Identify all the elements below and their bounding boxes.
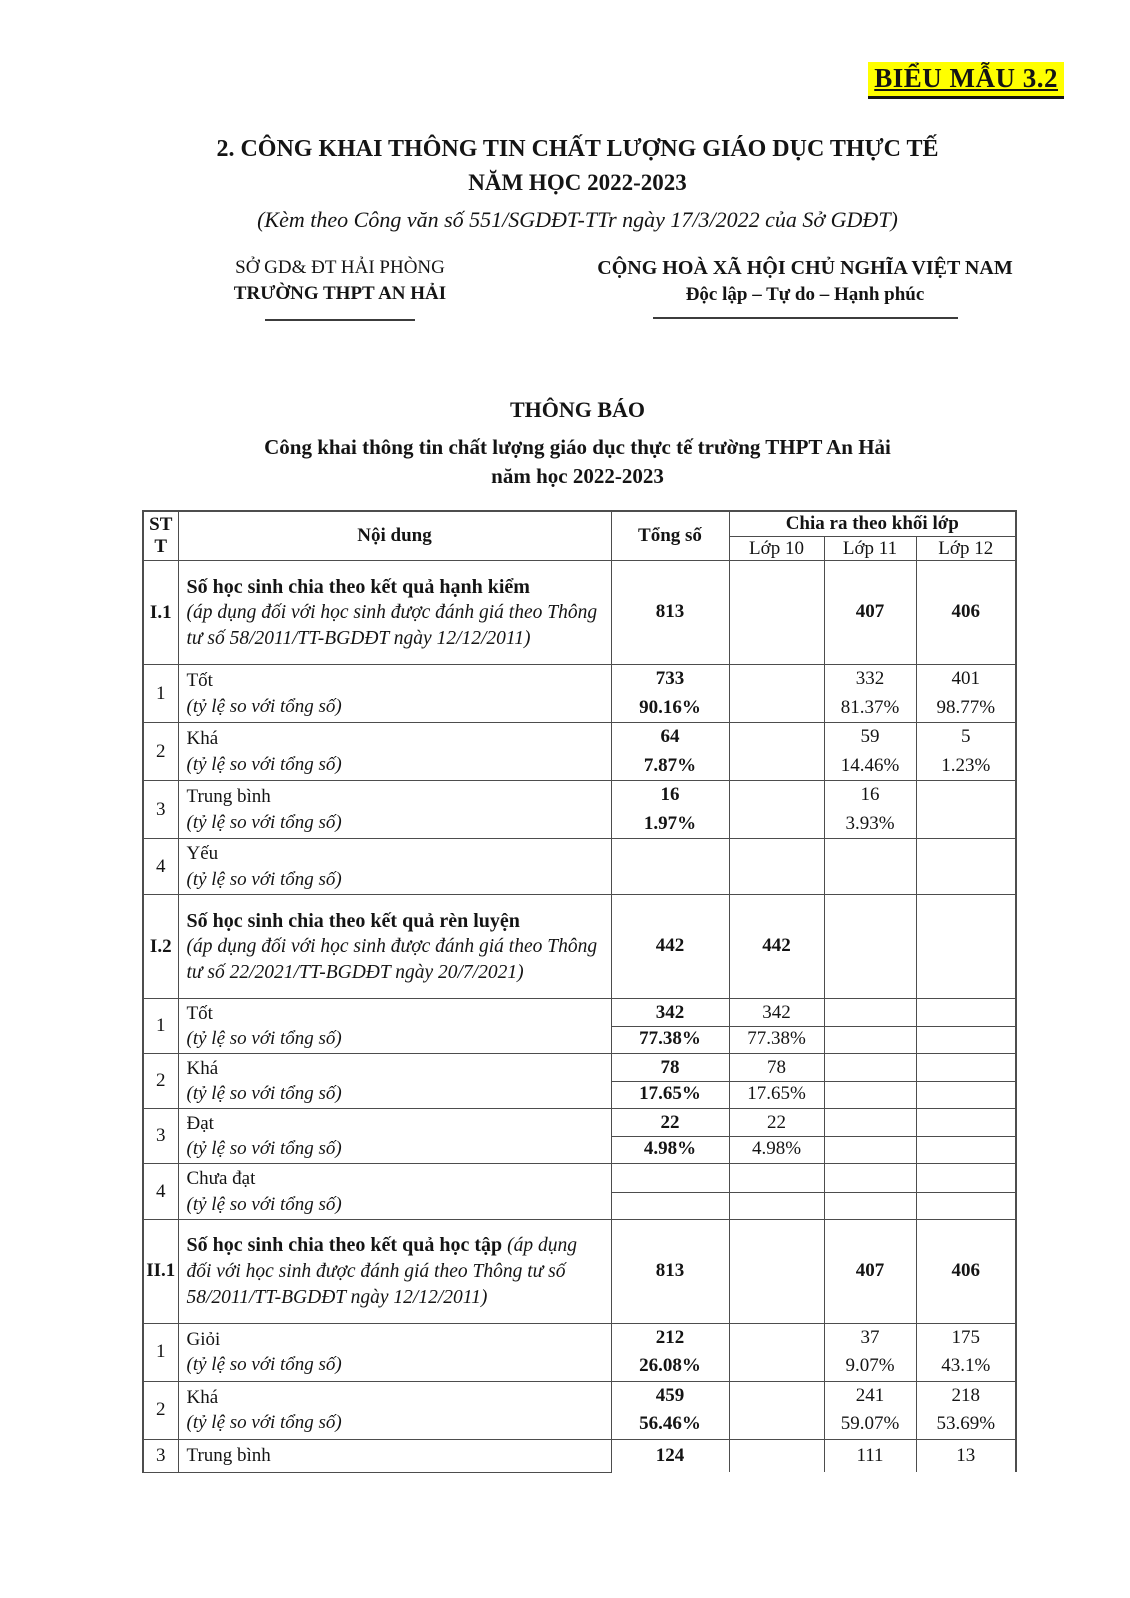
value-count: 733: [655, 668, 685, 689]
document-title-block: [140, 136, 1015, 233]
value-count: [825, 1166, 916, 1192]
row-sublabel: (tỷ lệ so với tổng số): [186, 1412, 342, 1434]
value-percent: [825, 1136, 916, 1162]
value-cell-l10: [729, 561, 824, 665]
stt-cell: 1: [143, 999, 178, 1054]
value-percent: [917, 1081, 1016, 1107]
row-label: Khá: [186, 1387, 219, 1409]
value-cell-l10: [729, 1381, 824, 1439]
letterhead: [140, 257, 1015, 363]
value-cell-l10: [729, 999, 824, 1054]
stt-cell: 1: [143, 1323, 178, 1381]
section-label-note: (áp dụng đối với học sinh được đánh giá theo Thông tư số 58/2011/TT-BGDĐT ngày 12/12/2011): [186, 602, 598, 650]
table-row: [143, 1054, 1016, 1109]
value-cell-tong: 813: [611, 1219, 729, 1323]
value-cell-l11: 407: [824, 1219, 916, 1323]
value-count: 22: [660, 1111, 680, 1133]
content-cell: [178, 839, 611, 895]
col-header-lop-11: Lớp 11: [824, 537, 916, 561]
value-cell-l11: [824, 665, 916, 723]
document-reference-note: (Kèm theo Công văn số 551/SGDĐT-TTr ngày 17/3/2022 của Sở GDĐT): [257, 207, 898, 232]
value-count: 64: [660, 726, 680, 747]
col-header-tong-so: Tổng số: [611, 511, 729, 561]
value-cell-l10: [729, 723, 824, 781]
content-cell: [178, 723, 611, 781]
value-cell-tong: [611, 723, 729, 781]
value-cell-l12: [916, 895, 1016, 999]
section-label-bold: Số học sinh chia theo kết quả học tập: [186, 1234, 508, 1257]
value-cell-tong: [611, 781, 729, 839]
value-count: 37: [860, 1326, 880, 1348]
table-row: [143, 781, 1016, 839]
row-label: Tốt: [186, 1003, 213, 1024]
value-percent: 9.07%: [845, 1355, 895, 1377]
value-cell-l10: [729, 1219, 824, 1323]
value-count: [917, 1110, 1016, 1136]
document-school-year: NĂM HỌC 2022-2023: [468, 170, 687, 195]
row-sublabel: (tỷ lệ so với tổng số): [186, 1193, 342, 1215]
row-label: Giỏi: [186, 1329, 221, 1351]
school-name: TRƯỜNG THPT AN HẢI: [233, 283, 447, 304]
value-cell-l11: [824, 1164, 916, 1219]
value-percent: 17.65%: [730, 1081, 824, 1107]
value-percent: 53.69%: [936, 1413, 996, 1435]
value-cell-l12: [916, 781, 1016, 839]
content-cell: [178, 1323, 611, 1381]
value-cell-l12: [916, 723, 1016, 781]
stt-cell: I.2: [143, 895, 178, 999]
value-cell-tong: [611, 665, 729, 723]
value-cell-tong: [611, 1323, 729, 1381]
row-sublabel: (tỷ lệ so với tổng số): [186, 811, 342, 833]
col-header-stt: [143, 511, 178, 561]
value-percent: 90.16%: [639, 696, 701, 718]
value-percent: [825, 1026, 916, 1052]
stt-cell: 2: [143, 1381, 178, 1439]
row-label: Yếu: [186, 843, 219, 865]
value-percent: [917, 1136, 1016, 1162]
col-header-chia-ra: Chia ra theo khối lớp: [729, 511, 1016, 537]
value-count: 16: [660, 784, 680, 805]
value-percent: [612, 1192, 729, 1218]
value-cell-l11: [824, 1109, 916, 1164]
value-cell-l10: 442: [729, 895, 824, 999]
value-percent: 81.37%: [840, 696, 900, 718]
table-header: [143, 511, 1016, 561]
value-percent: 1.23%: [941, 754, 991, 776]
value-cell-l10: [729, 1164, 824, 1219]
value-cell-tong: [611, 1164, 729, 1219]
value-cell-l12: [916, 1323, 1016, 1381]
row-label: Đạt: [186, 1113, 214, 1135]
table-row: [143, 561, 1016, 665]
table-row: [143, 665, 1016, 723]
value-count: 59: [860, 726, 880, 747]
value-percent: 77.38%: [730, 1026, 824, 1052]
letterhead-left-rule: [265, 319, 415, 321]
table-row: [143, 723, 1016, 781]
value-cell-tong: 124: [611, 1439, 729, 1472]
value-percent: 17.65%: [612, 1081, 729, 1107]
value-count: [612, 1166, 729, 1192]
value-percent: 98.77%: [936, 696, 996, 718]
row-label: Khá: [186, 1058, 219, 1080]
value-count: 401: [951, 668, 980, 689]
notice-heading: THÔNG BÁO: [509, 397, 646, 422]
value-cell-tong: [611, 999, 729, 1054]
table-row: [143, 1164, 1016, 1219]
national-motto: Độc lập – Tự do – Hạnh phúc: [685, 284, 925, 305]
value-percent: [825, 1081, 916, 1107]
value-count: [917, 1055, 1016, 1081]
value-cell-l11: [824, 1054, 916, 1109]
value-cell-tong: [611, 1381, 729, 1439]
row-sublabel: (tỷ lệ so với tổng số): [186, 695, 342, 717]
row-label: Trung bình: [186, 786, 271, 808]
stt-cell: 3: [143, 1439, 178, 1472]
value-percent: 4.98%: [730, 1136, 824, 1162]
col-header-stt-line1: ST: [149, 514, 173, 535]
content-cell: [178, 1219, 611, 1323]
table-header-row-1: [143, 511, 1016, 537]
content-cell: [178, 895, 611, 999]
value-cell-tong: 442: [611, 895, 729, 999]
value-cell-l11: 111: [824, 1439, 916, 1472]
value-percent: 1.97%: [643, 812, 697, 834]
value-cell-l12: [916, 999, 1016, 1054]
section-label-bold: Số học sinh chia theo kết quả rèn luyện: [186, 909, 520, 932]
table-row: [143, 1219, 1016, 1323]
stt-cell: 3: [143, 1109, 178, 1164]
letterhead-right-rule: [653, 317, 958, 319]
value-cell-l11: [824, 1323, 916, 1381]
department-name: SỞ GD& ĐT HẢI PHÒNG: [235, 257, 445, 278]
value-count: 5: [961, 726, 971, 747]
value-cell-l10: [729, 839, 824, 895]
value-percent: 14.46%: [840, 754, 900, 776]
stt-cell: 4: [143, 839, 178, 895]
value-cell-l12: [916, 1381, 1016, 1439]
content-cell: [178, 1109, 611, 1164]
value-cell-l12: [916, 1109, 1016, 1164]
value-percent: 3.93%: [845, 812, 895, 834]
value-cell-tong: [611, 1054, 729, 1109]
value-cell-l12: [916, 1054, 1016, 1109]
value-percent: 56.46%: [639, 1413, 701, 1435]
row-sublabel: (tỷ lệ so với tổng số): [186, 1138, 342, 1160]
value-count: 459: [655, 1384, 685, 1406]
value-cell-l11: [824, 999, 916, 1054]
row-sublabel: (tỷ lệ so với tổng số): [186, 1083, 342, 1105]
table-row: [143, 999, 1016, 1054]
row-sublabel: (tỷ lệ so với tổng số): [186, 753, 342, 775]
value-cell-l11: [824, 895, 916, 999]
value-count: [730, 1166, 824, 1192]
notice-subtitle: Công khai thông tin chất lượng giáo dục thực tế trường THPT An Hải: [264, 435, 891, 459]
value-percent: [825, 1192, 916, 1218]
value-cell-l10: [729, 1439, 824, 1472]
value-cell-l10: [729, 665, 824, 723]
value-cell-l12: [916, 665, 1016, 723]
value-percent: [917, 1192, 1016, 1218]
col-header-lop-10: Lớp 10: [729, 537, 824, 561]
value-count: 342: [655, 1001, 685, 1023]
value-cell-l11: [824, 723, 916, 781]
stt-cell: 4: [143, 1164, 178, 1219]
table-row: [143, 839, 1016, 895]
notice-block: [140, 397, 1015, 489]
content-cell: [178, 1164, 611, 1219]
content-cell: [178, 1381, 611, 1439]
section-label-note: (áp dụng đối với học sinh được đánh giá theo Thông tư số 58/2011/TT-BGDĐT ngày 12/12/2011): [186, 1235, 577, 1309]
value-percent: [730, 1192, 824, 1218]
content-cell: [178, 561, 611, 665]
col-header-noi-dung: Nội dung: [178, 511, 611, 561]
table-row: [143, 895, 1016, 999]
value-count: 212: [655, 1326, 685, 1348]
value-count: 175: [951, 1326, 980, 1348]
notice-school-year: năm học 2022-2023: [491, 464, 664, 488]
content-cell: [178, 1054, 611, 1109]
row-sublabel: (tỷ lệ so với tổng số): [186, 1354, 342, 1376]
value-count: [917, 1000, 1016, 1026]
value-cell-l10: [729, 1323, 824, 1381]
value-cell-l12: 13: [916, 1439, 1016, 1472]
value-cell-l11: [824, 781, 916, 839]
stt-cell: II.1: [143, 1219, 178, 1323]
value-count: 78: [767, 1056, 786, 1078]
table-row: [143, 1381, 1016, 1439]
national-title: CỘNG HOÀ XÃ HỘI CHỦ NGHĨA VIỆT NAM: [597, 257, 1013, 279]
document-content: [140, 0, 1015, 1473]
value-percent: 4.98%: [612, 1136, 729, 1162]
section-label-note: (áp dụng đối với học sinh được đánh giá theo Thông tư số 22/2021/TT-BGDĐT ngày 20/7/2021): [186, 936, 598, 984]
value-cell-l10: [729, 1054, 824, 1109]
stt-cell: I.1: [143, 561, 178, 665]
content-cell: [178, 665, 611, 723]
value-percent: 59.07%: [840, 1413, 900, 1435]
value-count: 342: [762, 1001, 791, 1023]
col-header-lop-12: Lớp 12: [916, 537, 1016, 561]
value-percent: 77.38%: [612, 1026, 729, 1052]
value-cell-tong: 813: [611, 561, 729, 665]
stt-cell: 1: [143, 665, 178, 723]
form-number-badge: BIỂU MẪU 3.2: [868, 62, 1064, 99]
quality-report-table: [142, 510, 1017, 1473]
row-sublabel: (tỷ lệ so với tổng số): [186, 868, 342, 890]
table-row: [143, 1323, 1016, 1381]
value-count: 241: [855, 1384, 885, 1406]
value-cell-tong: [611, 1109, 729, 1164]
content-cell: [178, 781, 611, 839]
value-count: 78: [660, 1056, 680, 1078]
value-count: 16: [860, 784, 880, 805]
value-count: [917, 1166, 1016, 1192]
stt-cell: 2: [143, 1054, 178, 1109]
row-label: Tốt: [186, 670, 213, 692]
table-row: [143, 1439, 1016, 1472]
row-label: Khá: [186, 728, 219, 750]
row-label: Trung bình: [186, 1445, 271, 1467]
stt-cell: 3: [143, 781, 178, 839]
value-cell-l11: [824, 1381, 916, 1439]
value-cell-l11: 407: [824, 561, 916, 665]
value-count: [825, 1110, 916, 1136]
letterhead-issuer: [160, 257, 520, 321]
value-percent: 43.1%: [941, 1355, 991, 1377]
content-cell: [178, 999, 611, 1054]
letterhead-national: [595, 257, 1015, 319]
value-cell-l12: 406: [916, 1219, 1016, 1323]
table-row: [143, 1109, 1016, 1164]
col-header-stt-line2: T: [154, 536, 168, 557]
value-count: 218: [951, 1384, 980, 1406]
value-cell-l12: 406: [916, 561, 1016, 665]
value-cell-l10: [729, 1109, 824, 1164]
value-cell-l10: [729, 781, 824, 839]
content-cell: [178, 1439, 611, 1472]
document-title: 2. CÔNG KHAI THÔNG TIN CHẤT LƯỢNG GIÁO DỤC THỰC TẾ: [216, 136, 939, 162]
value-count: 332: [855, 668, 885, 689]
value-cell-l12: [916, 1164, 1016, 1219]
row-label: Chưa đạt: [186, 1168, 256, 1190]
value-percent: 7.87%: [643, 754, 697, 776]
stt-cell: 2: [143, 723, 178, 781]
value-count: 22: [767, 1111, 786, 1133]
value-cell-l11: [824, 839, 916, 895]
report-table-body: [143, 561, 1016, 1473]
value-count: [825, 1055, 916, 1081]
value-percent: 26.08%: [639, 1355, 701, 1377]
value-cell-l12: [916, 839, 1016, 895]
value-cell-tong: [611, 839, 729, 895]
section-label-bold: Số học sinh chia theo kết quả hạnh kiểm: [186, 575, 530, 598]
value-count: [825, 1000, 916, 1026]
row-sublabel: (tỷ lệ so với tổng số): [186, 1028, 342, 1050]
value-percent: [917, 1026, 1016, 1052]
